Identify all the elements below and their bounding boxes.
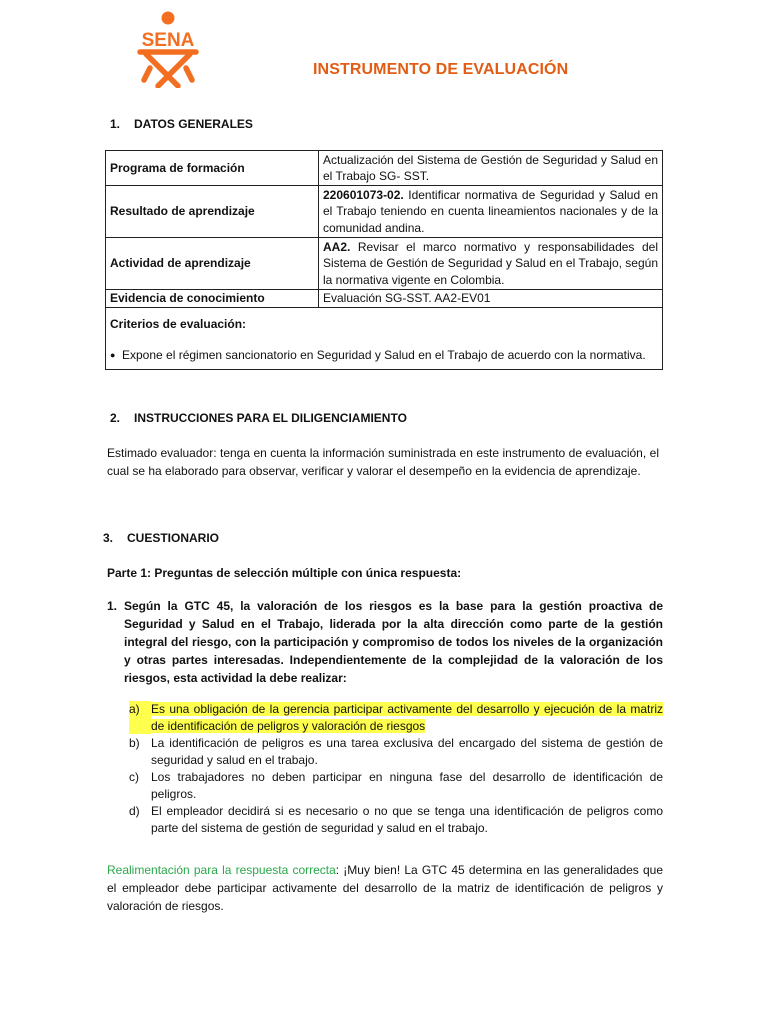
table-row [106, 308, 663, 370]
option-text: La identificación de peligros es una tarea exclusiva del encargado del sistema de gestión de seguridad y salud en el trabajo. [151, 736, 663, 767]
feedback-text: : ¡Muy bien! La GTC 45 determina en las generalidades que el empleador debe participar activamente del desarrollo de la matriz de identificación de peligros y valoración de riesgos. [107, 863, 663, 913]
section-number: 3. [103, 531, 114, 545]
section-title: DATOS GENERALES [134, 117, 253, 131]
option-text: Los trabajadores no deben participar en ninguna fase del desarrollo de identificación de peligros. [151, 770, 663, 801]
table-value: Evaluación SG-SST. AA2-EV01 [319, 290, 663, 308]
option-text: El empleador decidirá si es necesario o no que se tenga una identificación de peligros como parte del sistema de gestión de seguridad y salud en el trabajo. [151, 804, 663, 835]
feedback-paragraph [107, 861, 663, 915]
table-row [106, 290, 663, 308]
option-letter: d) [129, 804, 140, 818]
option-a [129, 701, 663, 734]
part-title: Parte 1: Preguntas de selección múltiple con única respuesta: [107, 566, 462, 580]
section-heading-instrucciones [110, 411, 407, 425]
criteria-title: Criterios de evaluación: [110, 317, 247, 331]
section-number: 1. [110, 117, 121, 131]
document-title: INSTRUMENTO DE EVALUACIÓN [313, 61, 569, 78]
section-heading-cuestionario [103, 531, 219, 545]
option-letter: c) [129, 770, 139, 784]
table-label: Resultado de aprendizaje [106, 186, 319, 238]
answer-options [129, 701, 663, 837]
result-code: 220601073-02. [323, 187, 404, 202]
option-c [129, 769, 663, 802]
question-text: Según la GTC 45, la valoración de los riesgos es la base para la gestión proactiva de Seguridad y Salud en el Trabajo, liderada por la alta dirección como parte de la gestión integral del riesgo, con la participación y compromiso de todos los niveles de la organización y otras partes interesadas. Independientemente de la complejidad de la valoración de los riesgos, esta actividad la debe realizar: [124, 599, 663, 685]
table-row [106, 238, 663, 290]
instructions-text: Estimado evaluador: tenga en cuenta la información suministrada en este instrumento de evaluación, el cual se ha elaborado para observar, verificar y valorar el desempeño en la evidencia de aprendizaje. [107, 446, 659, 478]
sena-logo [128, 10, 208, 88]
option-b [129, 735, 663, 768]
option-letter: b) [129, 736, 140, 750]
criteria-item [110, 347, 658, 364]
option-d [129, 803, 663, 836]
section-title: INSTRUCCIONES PARA EL DILIGENCIAMIENTO [134, 411, 407, 425]
question-1 [107, 597, 663, 687]
criteria-text: Expone el régimen sancionatorio en Seguridad y Salud en el Trabajo de acuerdo con la normativa. [122, 347, 646, 362]
table-value [319, 238, 663, 290]
section-number: 2. [110, 411, 121, 425]
table-row [106, 186, 663, 238]
table-label: Evidencia de conocimiento [106, 290, 319, 308]
question-number: 1. [107, 599, 118, 613]
option-text [151, 701, 663, 734]
table-row [106, 151, 663, 186]
table-label: Programa de formación [106, 151, 319, 186]
table-value [319, 186, 663, 238]
activity-text: Revisar el marco normativo y responsabilidades del Sistema de Gestión de Seguridad y Salud en el Trabajo, según la normativa vigente en Colombia. [323, 239, 658, 287]
criteria-cell [106, 308, 663, 370]
sena-logo-graphic [128, 10, 208, 88]
section-heading-datos-generales [110, 117, 253, 131]
datos-generales-table [105, 150, 663, 370]
option-letter: a) [129, 701, 151, 734]
table-label: Actividad de aprendizaje [106, 238, 319, 290]
feedback-label: Realimentación para la respuesta correcta [107, 863, 336, 877]
logo-text: SENA [141, 30, 195, 51]
section-title: CUESTIONARIO [127, 531, 220, 545]
activity-code: AA2. [323, 239, 351, 254]
table-value: Actualización del Sistema de Gestión de Seguridad y Salud en el Trabajo SG- SST. [319, 151, 663, 186]
bullet-icon: ● [110, 349, 116, 360]
highlighted-answer: Es una obligación de la gerencia participar activamente del desarrollo y ejecución de la matriz de identificación de peligros y valoración de riesgos [151, 702, 663, 733]
result-text: Identificar normativa de Seguridad y Salud en el Trabajo teniendo en cuenta lineamientos nacionales y de la comunidad andina. [323, 187, 658, 235]
